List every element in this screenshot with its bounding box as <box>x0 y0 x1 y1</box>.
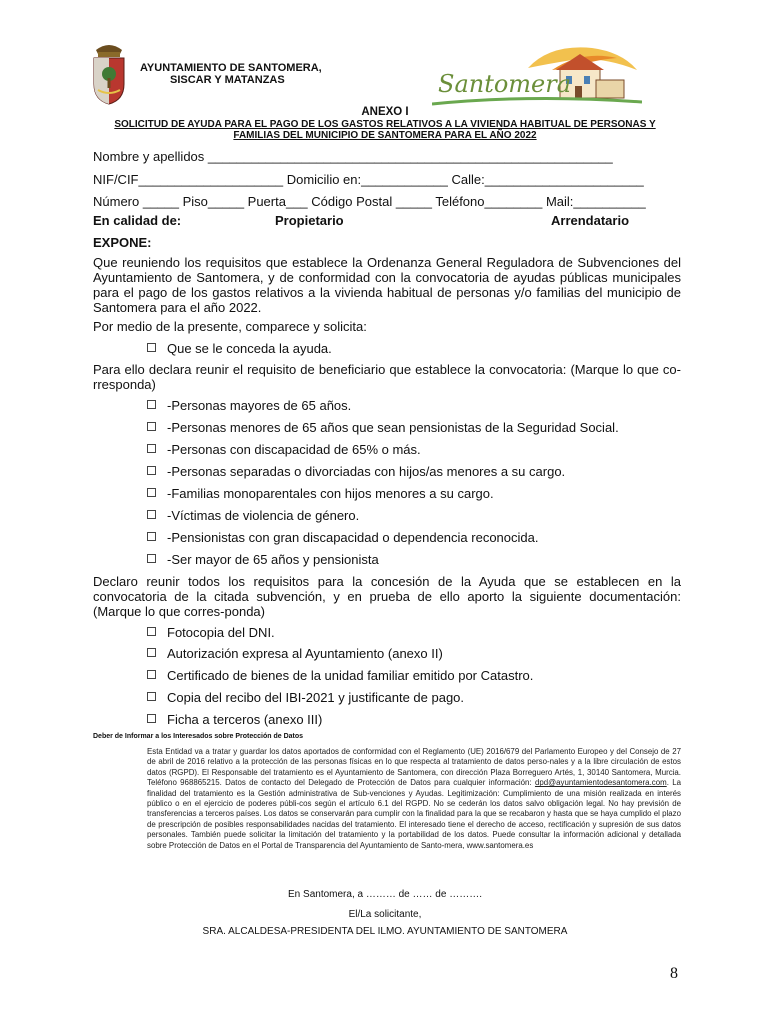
expone-heading: EXPONE: <box>93 235 152 250</box>
requirements-intro: Para ello declara reunir el requisito de beneficiario que establece la convocatoria: (Marque lo que co-rresponda) <box>93 362 681 392</box>
privacy-notice <box>147 747 681 851</box>
capacity-label: En calidad de: <box>93 213 182 228</box>
request-item-label: Que se le conceda la ayuda. <box>167 341 332 356</box>
document-checkbox-item[interactable] <box>147 690 464 705</box>
document-checkbox-item[interactable] <box>147 625 275 640</box>
requirement-checkbox-item[interactable] <box>147 464 565 479</box>
request-intro: Por medio de la presente, comparece y solicita: <box>93 319 367 334</box>
capacity-tenant-option[interactable]: Arrendatario <box>551 213 630 228</box>
checkbox-icon[interactable] <box>147 692 156 701</box>
requirement-label: -Personas menores de 65 años que sean pensionistas de la Seguridad Social. <box>167 420 619 435</box>
checkbox-icon[interactable] <box>147 648 156 657</box>
privacy-text-part1: Esta Entidad va a tratar y guardar los datos aportados de conformidad con el Reglamento (UE) 2016/679 del Parlamento Europeo y del Consejo de 27 de abril de 2016 relativo a la protección de las personas físicas en lo que respecta al tratamiento de datos perso-nales y a la libre circulación de estos datos (RGPD). El Responsable del tratamiento es el Ayuntamiento de Santomera, con dirección Plaza Borreguero Artés, 1, 30140 Santomera, Murcia. Teléfono 968865215. Datos de contacto del Delegado de Protección de Datos para cualquier información: <box>147 747 681 788</box>
privacy-text-part2: . La finalidad del tratamiento es la Gestión administrativa de Sub-venciones y Ayudas. Legitimización: Cumplimiento de una misión realizada en interés público o en el ejercicio de poderes públi-cos según el artículo 6.1 del RGPD. No se cederán los datos salvo obligación legal. No hay previsión de transferencias a terceros países. Los datos se conservarán para cumplir con la finalidad para la que se recabaron y hasta que se haya cumplido el plazo de prescripción de posibles responsabilidades nacidas del tratamiento. El interesado tiene el derecho de acceso, rectificación y supresión de sus datos personales. También puede solicitar la limitación del tratamiento y la portabilidad de los datos. Puede consultar la información adicional y detallada sobre Protección de Datos en el Portal de Transparencia del Ayuntamiento de Santo-mera, www.santomera.es <box>147 778 681 850</box>
addressee-line: SRA. ALCALDESA-PRESIDENTA DEL ILMO. AYUNTAMIENTO DE SANTOMERA <box>202 926 568 937</box>
id-address-field-line[interactable]: NIF/CIF____________________ Domicilio en:____________ Calle:______________________ <box>93 172 644 187</box>
santomera-logo <box>432 40 642 112</box>
expone-paragraph: Que reuniendo los requisitos que establece la Ordenanza General Reguladora de Subvenciones del Ayuntamiento de Santomera, y de conformidad con la convocatoria de ayudas públicas municipales para el pago de los gastos relativos a la vivienda habitual de personas y/o familias del municipio de Santomera para el año 2022. <box>93 255 681 315</box>
requirement-checkbox-item[interactable] <box>147 398 351 413</box>
requirement-label: -Víctimas de violencia de género. <box>167 508 360 523</box>
place-date-line: En Santomera, a ……… de …… de ………. <box>288 889 482 900</box>
checkbox-icon[interactable] <box>147 466 156 475</box>
document-label: Ficha a terceros (anexo III) <box>167 712 323 727</box>
checkbox-icon[interactable] <box>147 510 156 519</box>
municipality-name <box>140 62 322 86</box>
requirement-label: -Ser mayor de 65 años y pensionista <box>167 552 379 567</box>
checkbox-icon[interactable] <box>147 444 156 453</box>
checkbox-icon[interactable] <box>147 554 156 563</box>
dpo-email-link[interactable]: dpd@ayuntamientodesantomera.com <box>534 778 667 788</box>
privacy-heading: Deber de Informar a los Interesados sobre Protección de Datos <box>93 733 304 740</box>
request-checkbox-item[interactable] <box>147 341 332 356</box>
documentation-intro: Declaro reunir todos los requisitos para la concesión de la Ayuda que se establecen en la convocatoria de la citada subvención, y en prueba de ello aporto la siguiente documentación: (Marque lo que corres-ponda) <box>93 574 681 619</box>
checkbox-icon[interactable] <box>147 343 156 352</box>
checkbox-icon[interactable] <box>147 400 156 409</box>
document-label: Certificado de bienes de la unidad familiar emitido por Catastro. <box>167 668 534 683</box>
municipal-crest-logo <box>90 40 128 106</box>
municipality-name-line1: AYUNTAMIENTO DE SANTOMERA, <box>140 62 322 74</box>
requirement-checkbox-item[interactable] <box>147 508 359 523</box>
requirement-label: -Personas mayores de 65 años. <box>167 398 352 413</box>
requirement-checkbox-item[interactable] <box>147 442 421 457</box>
document-label: Autorización expresa al Ayuntamiento (anexo II) <box>167 646 443 661</box>
page-number: 8 <box>670 965 678 982</box>
annex-title: ANEXO I <box>361 106 409 118</box>
checkbox-icon[interactable] <box>147 670 156 679</box>
requirement-checkbox-item[interactable] <box>147 420 619 435</box>
checkbox-icon[interactable] <box>147 422 156 431</box>
checkbox-icon[interactable] <box>147 532 156 541</box>
municipality-name-line2: SISCAR Y MATANZAS <box>170 74 285 86</box>
requirement-label: -Pensionistas con gran discapacidad o dependencia reconocida. <box>167 530 539 545</box>
signer-label: El/La solicitante, <box>348 909 422 920</box>
checkbox-icon[interactable] <box>147 714 156 723</box>
requirement-checkbox-item[interactable] <box>147 552 379 567</box>
requirement-checkbox-item[interactable] <box>147 530 538 545</box>
requirement-label: -Personas separadas o divorciadas con hijos/as menores a su cargo. <box>167 464 566 479</box>
checkbox-icon[interactable] <box>147 488 156 497</box>
checkbox-icon[interactable] <box>147 627 156 636</box>
document-checkbox-item[interactable] <box>147 668 533 683</box>
document-checkbox-item[interactable] <box>147 712 322 727</box>
logo-wordmark: Santomera <box>438 70 572 98</box>
name-field-line[interactable]: Nombre y apellidos ________________________________________________________ <box>93 149 613 164</box>
requirement-checkbox-item[interactable] <box>147 486 494 501</box>
form-subtitle: SOLICITUD DE AYUDA PARA EL PAGO DE LOS GASTOS RELATIVOS A LA VIVIENDA HABITUAL DE PERSONAS Y FAMILIAS DEL MUNICIPIO DE SANTOMERA PARA EL AÑO 2022 <box>114 119 656 141</box>
capacity-owner-option[interactable]: Propietario <box>275 213 344 228</box>
document-checkbox-item[interactable] <box>147 646 443 661</box>
document-label: Fotocopia del DNI. <box>167 625 275 640</box>
requirement-label: -Familias monoparentales con hijos menores a su cargo. <box>167 486 494 501</box>
document-label: Copia del recibo del IBI-2021 y justificante de pago. <box>167 690 465 705</box>
requirement-label: -Personas con discapacidad de 65% o más. <box>167 442 421 457</box>
contact-field-line[interactable]: Número _____ Piso_____ Puerta___ Código Postal _____ Teléfono________ Mail:__________ <box>93 194 646 209</box>
